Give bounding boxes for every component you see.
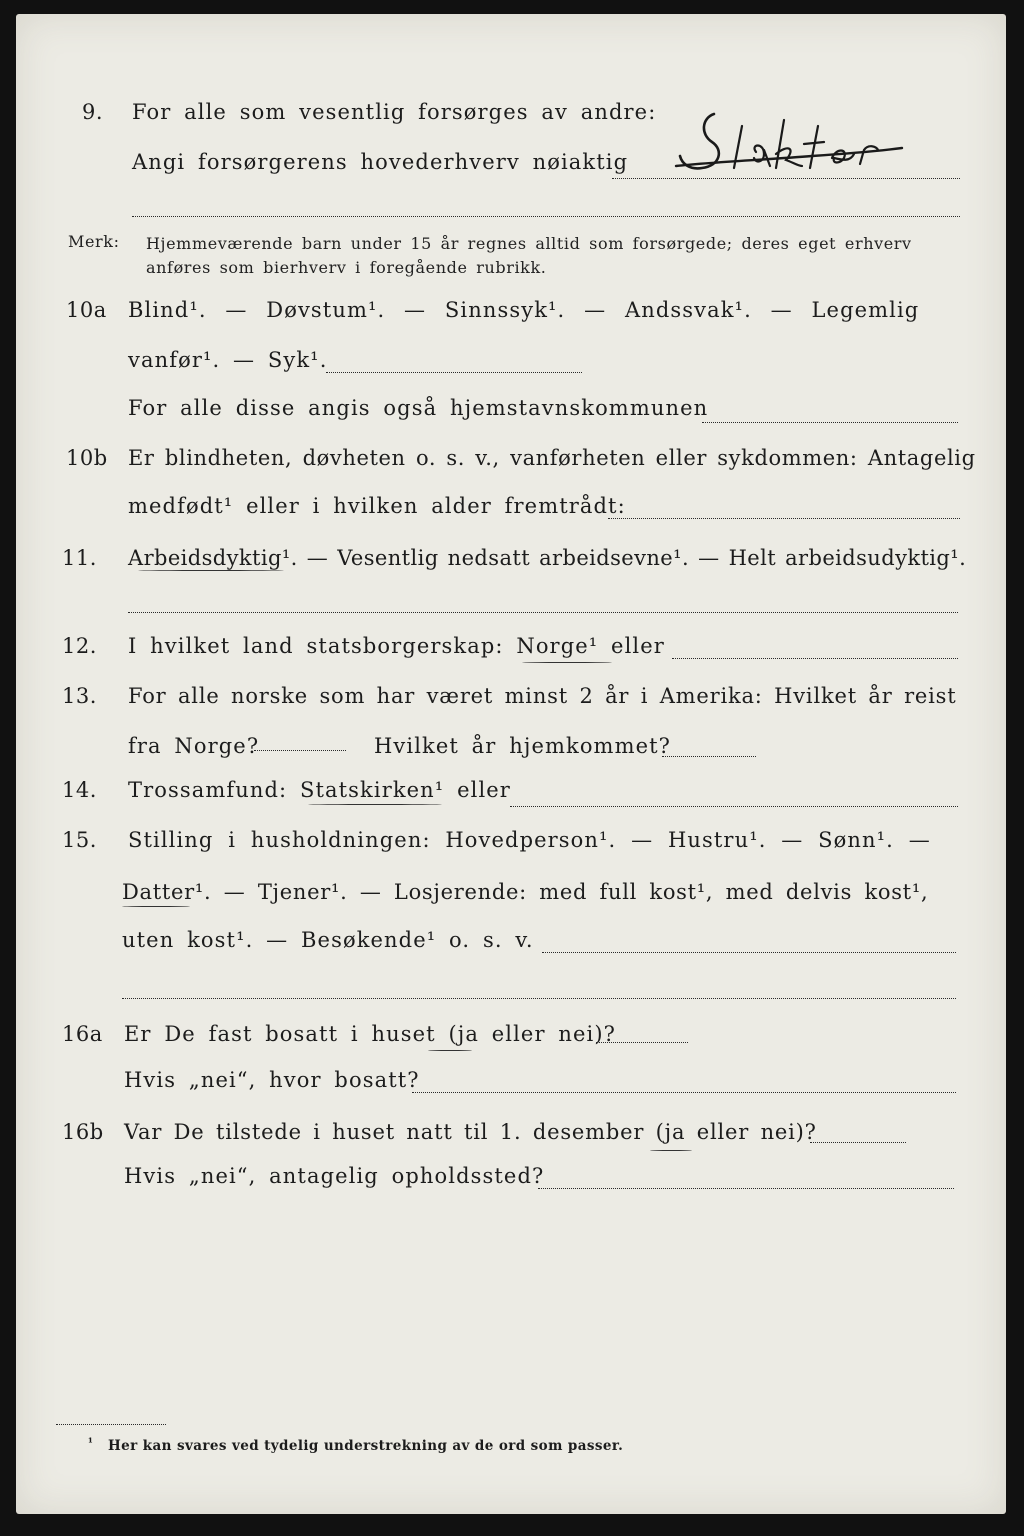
question-text: medfødt¹ eller i hvilken alder fremtrådt: [128, 494, 626, 518]
question-text: Arbeidsdyktig¹. — Vesentlig nedsatt arbeidsevne¹. — Helt arbeidsudyktig¹. [128, 546, 967, 570]
answer-line[interactable] [662, 756, 756, 757]
question-text: Hvis „nei“, hvor bosatt? [124, 1068, 420, 1092]
question-text: Blind¹. — Døvstum¹. — Sinnssyk¹. — Andssvak¹. — Legemlig [128, 298, 920, 322]
handwritten-answer-signature [672, 104, 912, 188]
question-10b [0, 446, 1024, 492]
question-text: Var De tilstede i huset natt til 1. desember (ja eller nei)? [124, 1120, 817, 1144]
question-number: 15. [62, 828, 97, 852]
answer-line[interactable] [702, 422, 958, 423]
question-text: Trossamfund: Statskirken¹ eller [128, 778, 511, 802]
answer-line[interactable] [672, 658, 958, 659]
footnote-marker: ¹ [88, 1436, 94, 1449]
question-text: I hvilket land statsborgerskap: Norge¹ eller [128, 634, 665, 658]
question-10a-line2 [0, 348, 1024, 394]
answer-line[interactable] [510, 806, 958, 807]
question-number: 16b [62, 1120, 104, 1144]
question-15-line3 [0, 928, 1024, 974]
answer-line[interactable] [412, 1092, 956, 1093]
answer-line[interactable] [122, 998, 956, 999]
question-13 [0, 684, 1024, 730]
answer-line[interactable] [128, 612, 958, 613]
question-10a-line3 [0, 396, 1024, 442]
question-text: For alle disse angis også hjemstavnskommunen [128, 396, 709, 420]
note-text: Hjemmeværende barn under 15 år regnes alltid som forsørgede; deres eget erhverv [146, 234, 912, 253]
answer-line[interactable] [810, 1142, 906, 1143]
question-number: 14. [62, 778, 97, 802]
underline-mark [428, 1050, 472, 1051]
question-number: 16a [62, 1022, 103, 1046]
answer-line[interactable] [542, 952, 956, 953]
question-15-line2 [0, 880, 1024, 926]
question-text: Hvilket år hjemkommet? [374, 734, 672, 758]
question-number: 11. [62, 546, 97, 570]
underline-mark [308, 804, 442, 805]
question-text: Datter¹. — Tjener¹. — Losjerende: med full kost¹, med delvis kost¹, [122, 880, 929, 904]
question-text: For alle norske som har været minst 2 år i Amerika: Hvilket år reist [128, 684, 957, 708]
underline-mark [138, 570, 284, 571]
question-number: 9. [82, 100, 104, 124]
question-number: 12. [62, 634, 97, 658]
question-text: fra Norge? [128, 734, 260, 758]
underline-mark [522, 662, 612, 663]
answer-line[interactable] [538, 1188, 954, 1189]
question-text: Er De fast bosatt i huset (ja eller nei)? [124, 1022, 616, 1046]
question-13-line2 [0, 734, 1024, 780]
answer-line[interactable] [132, 216, 960, 217]
question-text: For alle som vesentlig forsørges av andre: [132, 100, 657, 124]
question-number: 13. [62, 684, 97, 708]
question-10b-line2 [0, 494, 1024, 540]
question-16a-line2 [0, 1068, 1024, 1114]
question-number: 10a [66, 298, 107, 322]
footnote-separator [56, 1424, 166, 1425]
question-10a [0, 298, 1024, 344]
question-14 [0, 778, 1024, 824]
question-11 [0, 546, 1024, 592]
footnote-text: Her kan svares ved tydelig understrekning av de ord som passer. [108, 1438, 624, 1454]
question-text: Er blindheten, døvheten o. s. v., vanførheten eller sykdommen: Antagelig [128, 446, 976, 470]
answer-line[interactable] [608, 518, 960, 519]
underline-mark [122, 906, 190, 907]
note-text: anføres som bierhverv i foregående rubrikk. [146, 258, 547, 277]
question-12 [0, 634, 1024, 680]
note-label: Merk: [68, 232, 120, 251]
question-16b [0, 1120, 1024, 1166]
underline-mark [650, 1150, 692, 1151]
question-text: Angi forsørgerens hovederhverv nøiaktig [132, 150, 629, 174]
question-text: Stilling i husholdningen: Hovedperson¹. — Hustru¹. — Sønn¹. — [128, 828, 931, 852]
question-16a [0, 1022, 1024, 1068]
question-16b-line2 [0, 1164, 1024, 1210]
question-text: vanfør¹. — Syk¹. [128, 348, 328, 372]
answer-line[interactable] [326, 372, 582, 373]
question-15 [0, 828, 1024, 874]
question-number: 10b [66, 446, 108, 470]
answer-line[interactable] [254, 750, 346, 751]
question-text: uten kost¹. — Besøkende¹ o. s. v. [122, 928, 534, 952]
question-text: Hvis „nei“, antagelig opholdssted? [124, 1164, 545, 1188]
answer-line[interactable] [596, 1042, 688, 1043]
